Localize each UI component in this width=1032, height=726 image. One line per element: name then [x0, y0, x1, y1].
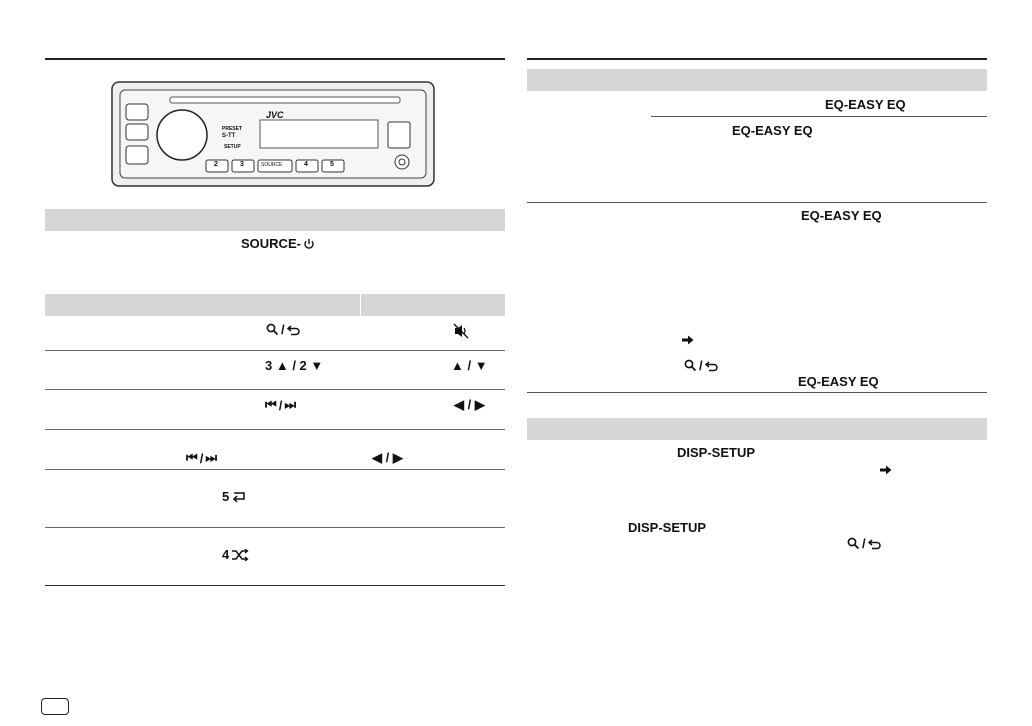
previous-icon: ⏮: [265, 397, 277, 412]
track-alt-label: ◀ / ▶: [454, 397, 485, 412]
right-section-band-2: [527, 418, 987, 440]
table-row: [222, 547, 249, 562]
table-row-divider: [45, 527, 505, 528]
table-row-alt: [372, 450, 403, 466]
return-icon: [868, 538, 882, 550]
shuffle-control-label: 4: [222, 547, 230, 562]
next-icon: ⏭: [284, 397, 297, 412]
search-icon: [266, 323, 279, 336]
page-language-mark: [41, 698, 69, 715]
table-row: [222, 489, 247, 504]
source-control-label: SOURCE-: [241, 236, 301, 251]
table-row-divider: [45, 389, 505, 390]
unit-preset-3: 3: [240, 161, 244, 168]
next-icon: ⏭: [205, 450, 218, 465]
volume-alt-label: ▲ / ▼: [451, 358, 488, 373]
power-icon: [303, 238, 315, 250]
table-bottom-rule: [45, 585, 505, 586]
repeat-icon: [231, 491, 247, 503]
disp-setup-label-1: DISP-SETUP: [677, 445, 756, 460]
unit-source-button-label: SOURCE: [261, 162, 283, 168]
table-row: [265, 358, 323, 373]
search-icon: [847, 537, 860, 550]
eq-easy-eq-label-2: EQ-EASY EQ: [732, 123, 813, 138]
table-row-alt: [454, 397, 485, 413]
right-subrule-3: [527, 392, 987, 393]
table-header-divider: [360, 294, 361, 316]
table-row: ⏮ / ⏭: [186, 450, 218, 466]
right-subrule-2: [527, 202, 987, 203]
table-row: /: [266, 322, 301, 337]
unit-preset-4: 4: [304, 161, 308, 168]
table-row-divider: [45, 429, 505, 430]
return-control: /: [684, 358, 719, 373]
volume-control-label: 3 ▲ / 2 ▼: [265, 358, 324, 373]
search-alt-label: ◀ / ▶: [372, 450, 403, 465]
search-icon: [684, 359, 697, 372]
shuffle-icon: [231, 549, 249, 561]
left-section-band: [45, 209, 505, 231]
arrow-right-icon: [682, 332, 694, 350]
table-row-alt: [451, 358, 488, 373]
table-header: [45, 294, 505, 316]
table-row-divider: [45, 350, 505, 351]
eq-easy-eq-label-3: EQ-EASY EQ: [801, 208, 882, 223]
knob-label-setup: SETUP: [224, 144, 241, 150]
eq-easy-eq-label-1: EQ-EASY EQ: [825, 97, 906, 112]
unit-preset-2: 2: [214, 161, 218, 168]
knob-label-stt: S-TT: [222, 133, 236, 139]
mute-icon: [453, 323, 469, 344]
table-row: ⏮ / ⏭: [265, 397, 297, 413]
right-header-rule: [527, 58, 987, 60]
disp-setup-label-2: DISP-SETUP: [628, 520, 707, 535]
car-stereo-illustration: [110, 80, 436, 188]
return-icon: [287, 324, 301, 336]
brand-logo: JVC: [266, 110, 284, 120]
repeat-control-label: 5: [222, 489, 230, 504]
right-section-band-1: [527, 69, 987, 91]
unit-preset-5: 5: [330, 161, 334, 168]
previous-icon: ⏮: [186, 450, 198, 465]
source-power-control: [241, 236, 315, 251]
right-subrule-1: [651, 116, 987, 117]
knob-label-preset: PRESET: [222, 126, 243, 132]
eq-easy-eq-label-4: EQ-EASY EQ: [798, 374, 879, 389]
arrow-right-icon: [880, 462, 892, 480]
table-row-divider: [45, 469, 505, 470]
return-icon: [705, 360, 719, 372]
left-header-rule: [45, 58, 505, 60]
return-control-2: /: [847, 536, 882, 551]
